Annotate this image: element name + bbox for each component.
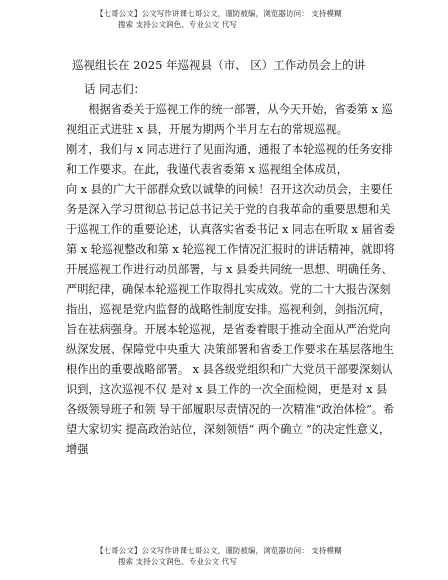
document-body — [66, 100, 396, 460]
paragraph-1: 根据省委关于巡视工作的统一部署，从今天开始，省委第 x 巡视组正式进驻 x 县，开展为期两个半月左右的常规巡视。 — [66, 103, 393, 136]
top-banner-line-1: 【七哥公文】公文写作讲课七哥公文，谨防被编，浏览器访问： 支持模糊 — [96, 9, 342, 18]
paragraph-3: 向 x 县的广大干部群众致以诚挚的问候！召开这次动员会，主要任务是深入学习贯彻总书记总书记关于党的自我革命的重要思想和关于巡视工作的重要论述，认真落实省委书记 x 同志在听取 x 届省委第 x 轮巡视整改和第 x 轮巡视工作情况汇报时的讲话精神，就即将开展巡视工作进行动员部署，与 x 县委共同统一思想、明确任务、严明纪律，确保本轮巡视工作取得扎实成效。党的二十大报告深刻指出，巡视是党内监督的战略性制度安排。巡视利剑，剑指沉疴， 旨在祛病强身。开展本轮巡视，是省委着眼于推动全面从严治党向纵深发展、保障党中央重大 决策部署和省委工作要求在基层落地生根作出的重要战略部署。 x 县各级党组织和广大党员干部要深刻认识到，这次巡视不仅 是对 x 县工作的一次全面检阅，更是对 x 县各级领导班子和领 导干部履职尽责情况的一次精准“政治体检”。希望大家切实 提高政治站位，深刻领悟“ 两个确立 ”的决定性意义，增强 — [66, 183, 395, 456]
top-banner-line-2: 搜索 支持公文润色、专业公文 代写 — [118, 20, 237, 29]
bottom-banner-line-2: 搜索 支持公文润色、专业公文 代写 — [118, 557, 237, 566]
document-title: 巡视组长在 2025 年巡视县（市、 区）工作动员会上的讲 — [72, 58, 366, 72]
greeting: 话 同志们： — [84, 82, 146, 96]
bottom-banner-line-1: 【七哥公文】公文写作讲课七哥公文，谨防被编，浏览器访问： 支持模糊 — [96, 546, 342, 555]
top-watermark-banner — [96, 8, 396, 30]
bottom-watermark-banner — [96, 545, 396, 567]
paragraph-2: 刚才，我们与 x 同志进行了见面沟通，通报了本轮巡视的任务安排和工作要求。在此，我谨代表省委第 x 巡视组全体成员， — [66, 143, 393, 176]
